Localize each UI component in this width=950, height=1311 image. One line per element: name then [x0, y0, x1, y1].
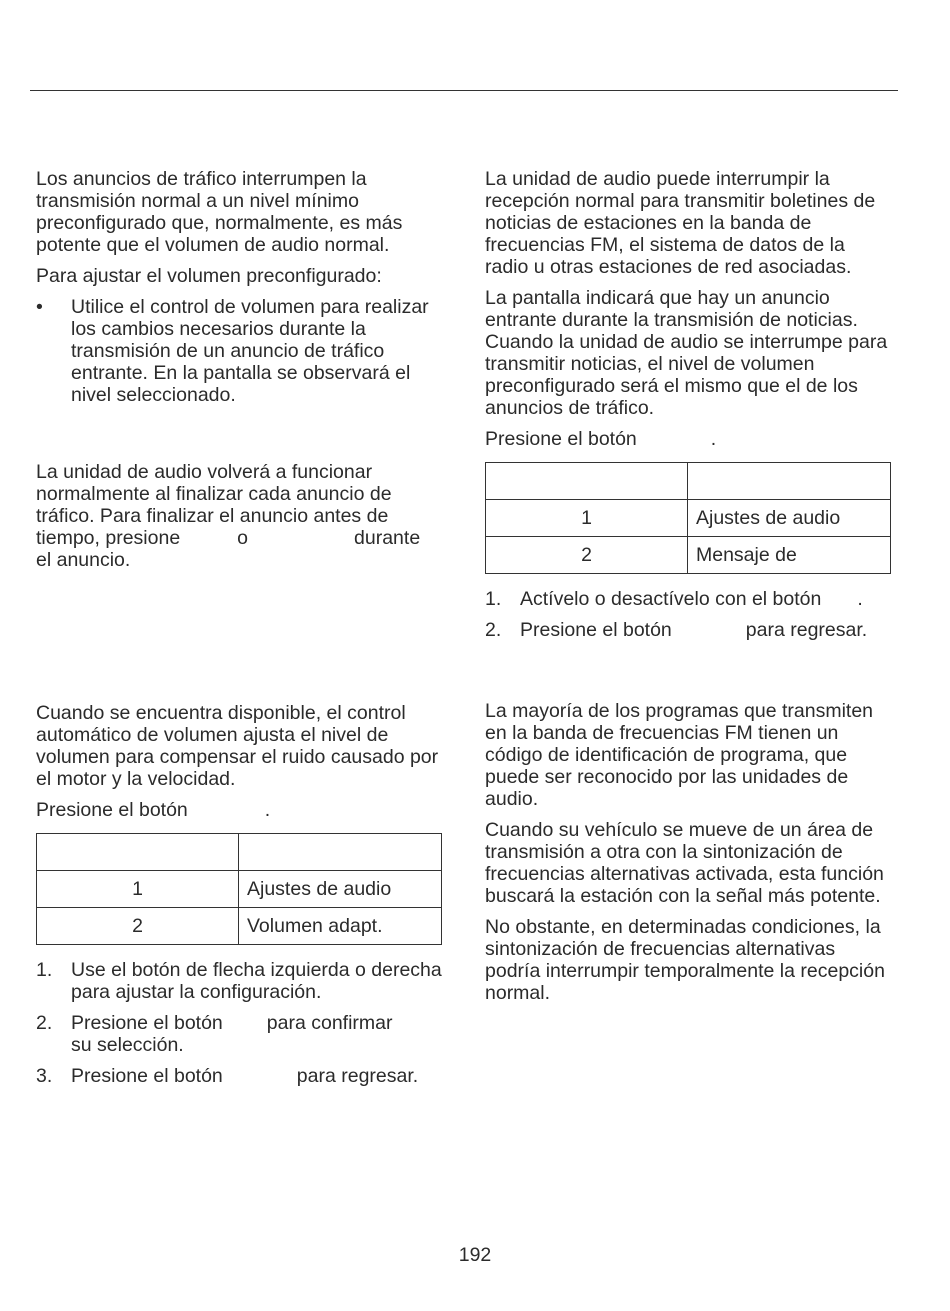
list-item: 1. Actívelo o desactívelo con el botón .: [485, 588, 863, 610]
resume-text-5: el anuncio.: [36, 549, 131, 571]
page-number: 192: [458, 1244, 492, 1266]
bullet-text: Utilice el control de volumen para realizar los cambios necesarios durante la transmisión de un anuncio de tráfico entrante. En la pantalla se observará el nivel seleccionado.: [71, 296, 429, 406]
list-item: 3. Presione el botón para regresar.: [36, 1065, 419, 1087]
table-cell: 1: [486, 500, 688, 537]
bullet-mark: •: [36, 296, 43, 318]
table-row: [37, 908, 442, 945]
right-column: [485, 168, 893, 1013]
table-cell: Volumen adapt.: [239, 908, 442, 945]
bullet-list: [36, 296, 444, 406]
menu-table: [36, 833, 442, 945]
table-cell: 2: [486, 537, 688, 574]
program-id-paragraph: La mayoría de los programas que transmiten en la banda de frecuencias FM tienen un código de identificación de programa, que puede ser reconocido por las unidades de audio.: [485, 700, 874, 810]
list-item: 2. Presione el botón para regresar.: [485, 619, 868, 641]
table-cell: 2: [37, 908, 239, 945]
menu-table: [485, 462, 891, 574]
resume-text-2: tiempo, presione: [36, 527, 181, 549]
interruption-note-paragraph: No obstante, en determinadas condiciones, la sintonización de frecuencias alternativas podría interrumpir temporalmente la recepción normal.: [485, 916, 885, 1004]
alternative-frequencies-paragraph: Cuando su vehículo se mueve de un área de transmisión a otra con la sintonización de frecuencias alternativas activada, esta función buscará la estación con la señal más potente.: [485, 819, 884, 907]
table-row: [486, 537, 891, 574]
resume-text-1: La unidad de audio volverá a funcionar normalmente al finalizar cada anuncio de tráfico. Para finalizar el anuncio antes de: [36, 461, 392, 527]
table-row: [37, 834, 442, 871]
press-button-line: Presione el botón .: [485, 428, 717, 450]
table-row: [486, 500, 891, 537]
table-cell: Ajustes de audio: [239, 871, 442, 908]
steps-list: [485, 588, 893, 641]
list-item: [36, 296, 444, 406]
table-row: [37, 871, 442, 908]
table-cell: 1: [37, 871, 239, 908]
list-item: 2. Presione el botón para confirmar su selección.: [36, 1012, 393, 1056]
news-display-paragraph: La pantalla indicará que hay un anuncio entrante durante la transmisión de noticias. Cuando la unidad de audio se interrumpe para transmitir noticias, el nivel de volumen preconfigurado será el mismo que el de los anuncios de tráfico.: [485, 287, 888, 419]
table-cell: [688, 463, 891, 500]
auto-volume-paragraph: Cuando se encuentra disponible, el control automático de volumen ajusta el nivel de volumen para compensar el ruido causado por el motor y la velocidad.: [36, 702, 439, 790]
table-cell: Mensaje de: [688, 537, 891, 574]
traffic-announcements-paragraph: Los anuncios de tráfico interrumpen la transmisión normal a un nivel mínimo preconfigurado que, normalmente, es más potente que el volumen de audio normal.: [36, 168, 403, 256]
table-cell: [239, 834, 442, 871]
header-rule: [30, 90, 898, 91]
adjust-volume-intro: Para ajustar el volumen preconfigurado:: [36, 265, 382, 287]
list-item: 1. Use el botón de flecha izquierda o derecha para ajustar la configuración.: [36, 959, 442, 1003]
table-cell: [486, 463, 688, 500]
news-interrupt-paragraph: La unidad de audio puede interrumpir la recepción normal para transmitir boletines de noticias de estaciones en la banda de frecuencias FM, el sistema de datos de la radio u otras estaciones de red asociadas.: [485, 168, 876, 278]
resume-text-3: o: [237, 527, 249, 549]
left-column: [36, 168, 444, 1096]
table-cell: [37, 834, 239, 871]
table-cell: Ajustes de audio: [688, 500, 891, 537]
resume-paragraph: [36, 461, 444, 571]
press-button-line: Presione el botón .: [36, 799, 271, 821]
resume-text-4: durante: [354, 527, 421, 549]
table-row: [486, 463, 891, 500]
steps-list: [36, 959, 444, 1087]
